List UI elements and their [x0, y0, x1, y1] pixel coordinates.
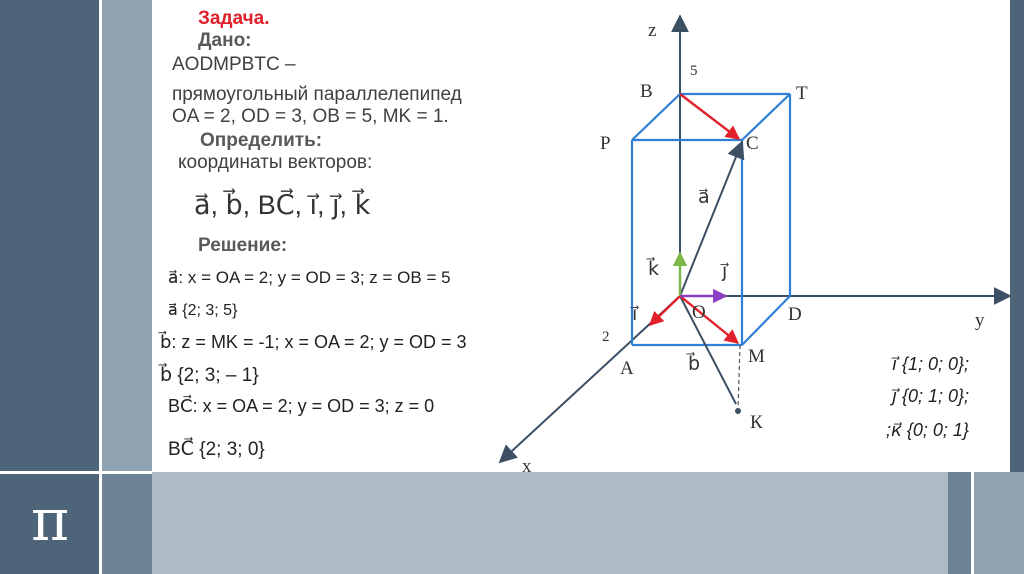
- label-p: P: [600, 133, 611, 154]
- pi-icon: π: [30, 486, 70, 554]
- mk-segment: [738, 345, 740, 410]
- label-k: К: [750, 412, 763, 433]
- given-heading: Дано:: [198, 30, 252, 51]
- label-o: O: [692, 302, 706, 323]
- vector-om: [680, 296, 738, 343]
- vector-bc: [680, 94, 739, 139]
- label-d: D: [788, 304, 802, 325]
- point-k: [735, 408, 741, 414]
- given-line: OA = 2, OD = 3, OB = 5, MK = 1.: [172, 106, 449, 127]
- unit-vector-i: i⃗ {1; 0; 0};: [892, 354, 970, 374]
- label-t: T: [796, 83, 808, 104]
- label-vector-k: k⃗: [648, 259, 660, 280]
- determine-heading: Определить:: [200, 130, 323, 151]
- label-vector-j: j⃗: [722, 261, 728, 282]
- determine-text: координаты векторов:: [178, 152, 373, 173]
- label-5: 5: [690, 63, 698, 79]
- label-2: 2: [602, 329, 610, 345]
- vector-a: [680, 142, 742, 296]
- task-title: Задача.: [198, 8, 270, 29]
- given-line: прямоугольный параллелепипед: [172, 84, 462, 105]
- label-z: z: [648, 20, 657, 41]
- unit-vector-k: ;к⃗ {0; 0; 1}: [886, 420, 969, 440]
- solution-heading: Решение:: [198, 235, 288, 256]
- solution-line: a⃗ {2; 3; 5}: [168, 302, 238, 319]
- vector-i: [650, 296, 680, 325]
- vector-b: [680, 296, 736, 404]
- vector-list: a⃗, b⃗, BC⃗, i⃗, j⃗, k⃗: [194, 190, 371, 220]
- unit-vector-j: j⃗ {0; 1; 0};: [892, 386, 970, 406]
- label-b: B: [640, 81, 653, 102]
- solution-line: BC⃗ {2; 3; 0}: [168, 439, 265, 460]
- label-x: x: [522, 456, 532, 477]
- solution-line: b⃗ {2; 3; – 1}: [160, 365, 259, 386]
- label-a: A: [620, 358, 634, 379]
- label-vector-b: b⃗: [688, 354, 701, 375]
- label-vector-a: a⃗: [698, 187, 710, 208]
- solution-line: a⃗: x = OA = 2; y = OD = 3; z = OB = 5: [168, 268, 451, 287]
- solution-line: BC⃗: x = OA = 2; y = OD = 3; z = 0: [168, 396, 435, 416]
- label-c: C: [746, 133, 759, 154]
- given-line: AODMPBTC –: [172, 54, 296, 75]
- solution-line: b⃗: z = MK = -1; x = OA = 2; y = OD = 3: [160, 332, 467, 352]
- label-m: M: [748, 346, 765, 367]
- label-y: y: [975, 310, 985, 331]
- label-vector-i: i⃗: [632, 304, 638, 325]
